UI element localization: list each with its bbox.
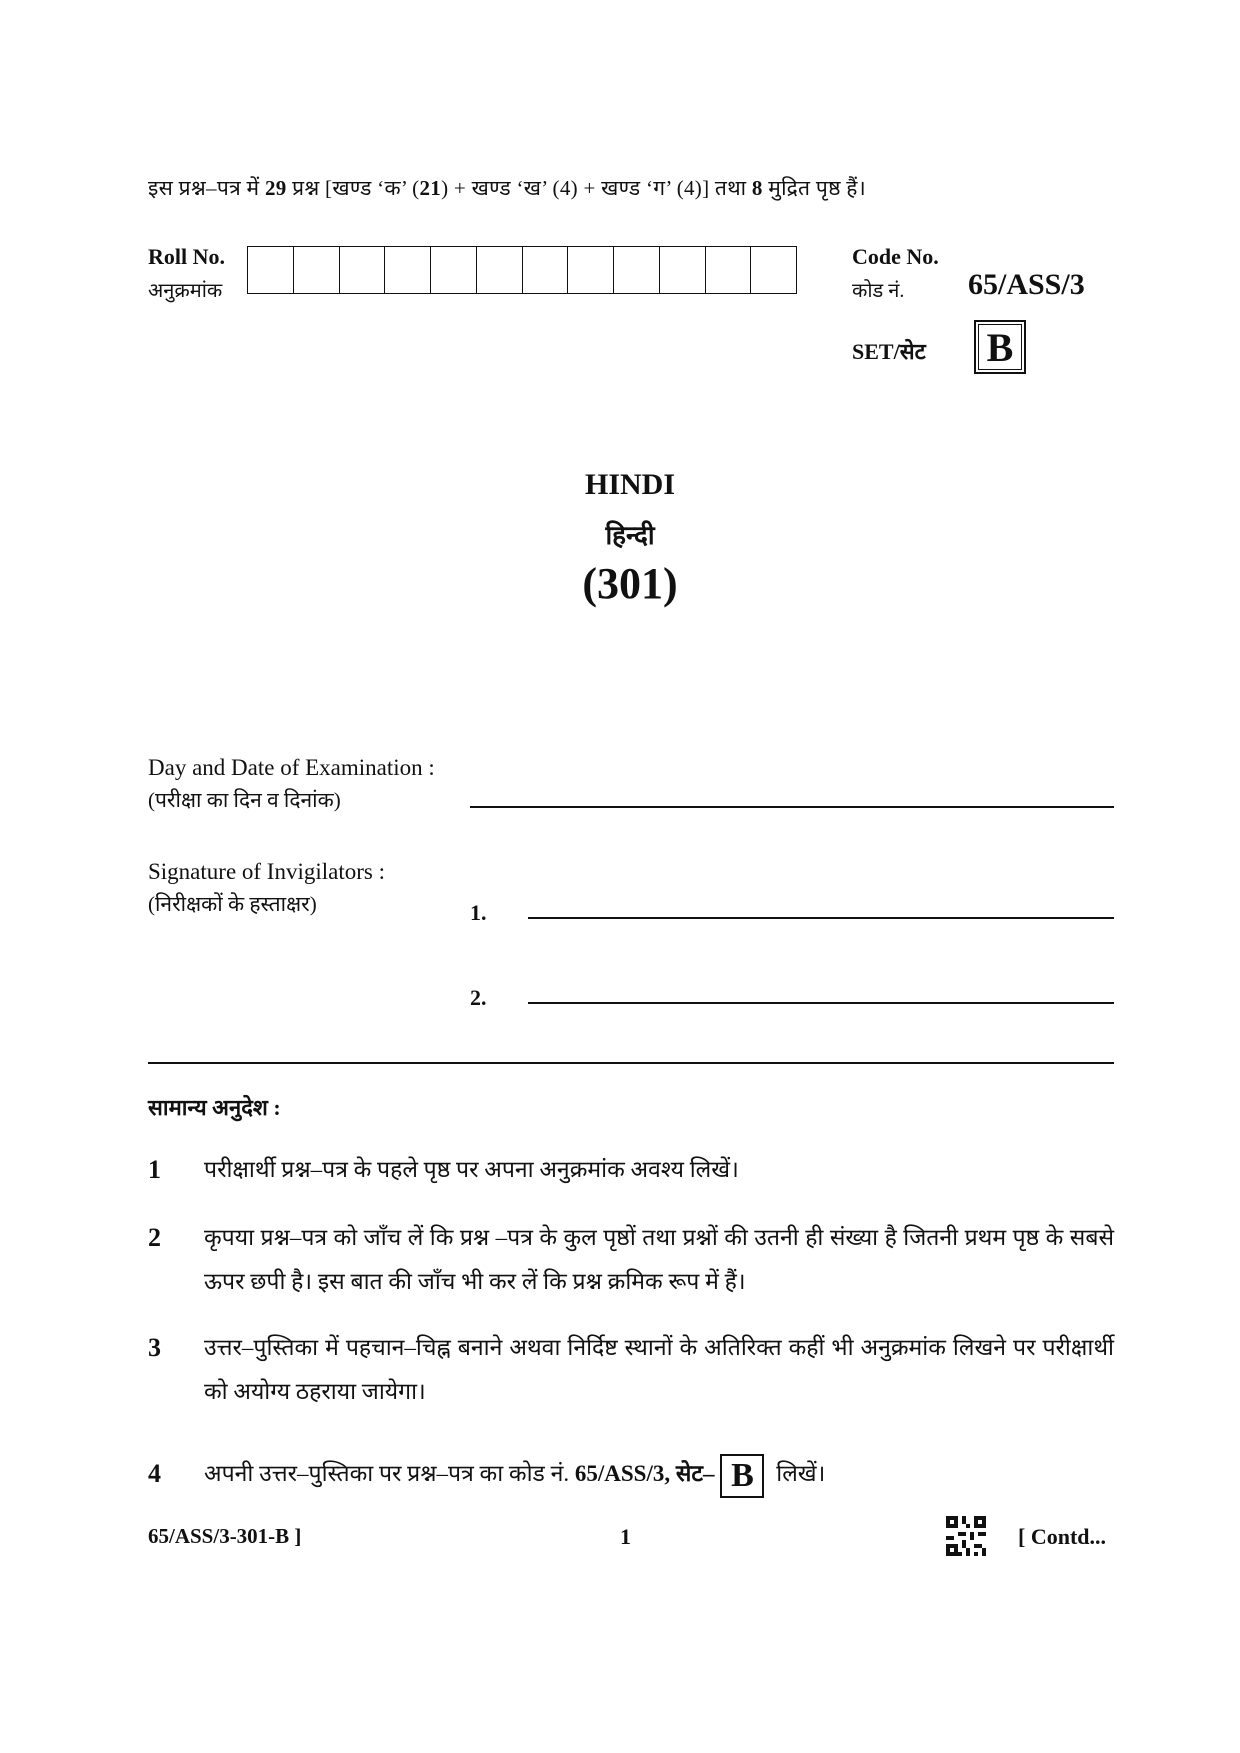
signature-1-number: 1. — [470, 900, 487, 925]
invigilator-signature-label: Signature of Invigilators : (निरीक्षकों के हस्ताक्षर) — [148, 859, 385, 916]
instruction-item: 4 अपनी उत्तर–पुस्तिका पर प्रश्न–पत्र का कोड नं. 65/ASS/3, सेट– B लिखें। — [148, 1452, 1114, 1498]
roll-number-box — [523, 247, 569, 293]
roll-number-box — [385, 247, 431, 293]
roll-number-box — [477, 247, 523, 293]
subject-title-hi: हिन्दी — [605, 521, 655, 550]
roll-number-box — [660, 247, 706, 293]
roll-number-box — [614, 247, 660, 293]
signature-2-line — [528, 1002, 1114, 1004]
instruction-item: 3 उत्तर–पुस्तिका में पहचान–चिह्न बनाने अथवा निर्दिष्ट स्थानों के अतिरिक्त कहीं भी अनुक्रमांक लिखने पर परीक्षार्थी को अयोग्य ठहराया जायेगा। — [148, 1333, 1114, 1404]
code-number-value: 65/ASS/3 — [968, 268, 1085, 301]
roll-number-label: Roll No. अनुक्रमांक — [148, 244, 225, 302]
subject-title-en: HINDI — [584, 468, 675, 501]
instruction-item: 2 कृपया प्रश्न–पत्र को जाँच लें कि प्रश्न –पत्र के कुल पृष्ठों तथा प्रश्नों की उतनी ही संख्या है जितनी प्रथम पृष्ठ के सबसे ऊपर छपी है। इस बात की जाँच भी कर लें कि प्रश्न क्रमिक रूप में हैं। — [148, 1223, 1114, 1294]
roll-number-box — [706, 247, 752, 293]
set-badge-value: B — [978, 324, 1022, 370]
signature-1-line — [528, 917, 1114, 919]
question-count-notice: इस प्रश्न–पत्र में 29 प्रश्न [खण्ड ‘क’ (21) + खण्ड ‘ख’ (4) + खण्ड ‘ग’ (4)] तथा 8 मुद्रित पृष्ठ हैं। — [148, 176, 866, 200]
subject-code: (301) — [582, 559, 678, 608]
roll-number-boxes — [247, 246, 797, 294]
qr-code-icon — [946, 1516, 986, 1556]
exam-date-label: Day and Date of Examination : (परीक्षा का दिन व दिनांक) — [148, 755, 435, 812]
page-number: 1 — [620, 1524, 631, 1549]
roll-number-box — [340, 247, 386, 293]
footer-paper-code: 65/ASS/3-301-B ] — [148, 1524, 302, 1548]
section-divider — [148, 1062, 1114, 1064]
roll-number-box — [568, 247, 614, 293]
code-number-label: Code No. कोड नं. — [852, 244, 939, 302]
instructions-heading: सामान्य अनुदेश : — [148, 1095, 281, 1120]
continued-label: [ Contd... — [1018, 1524, 1107, 1549]
signature-2-number: 2. — [470, 985, 487, 1010]
set-badge — [974, 320, 1026, 374]
exam-date-line — [470, 806, 1114, 808]
inline-set-badge: B — [720, 1454, 764, 1498]
roll-number-box — [248, 247, 294, 293]
instruction-item: 1 परीक्षार्थी प्रश्न–पत्र के पहले पृष्ठ पर अपना अनुक्रमांक अवश्य लिखें। — [148, 1155, 739, 1184]
roll-number-box — [431, 247, 477, 293]
roll-number-box — [751, 247, 796, 293]
roll-number-box — [294, 247, 340, 293]
set-label: SET/सेट — [852, 339, 926, 364]
